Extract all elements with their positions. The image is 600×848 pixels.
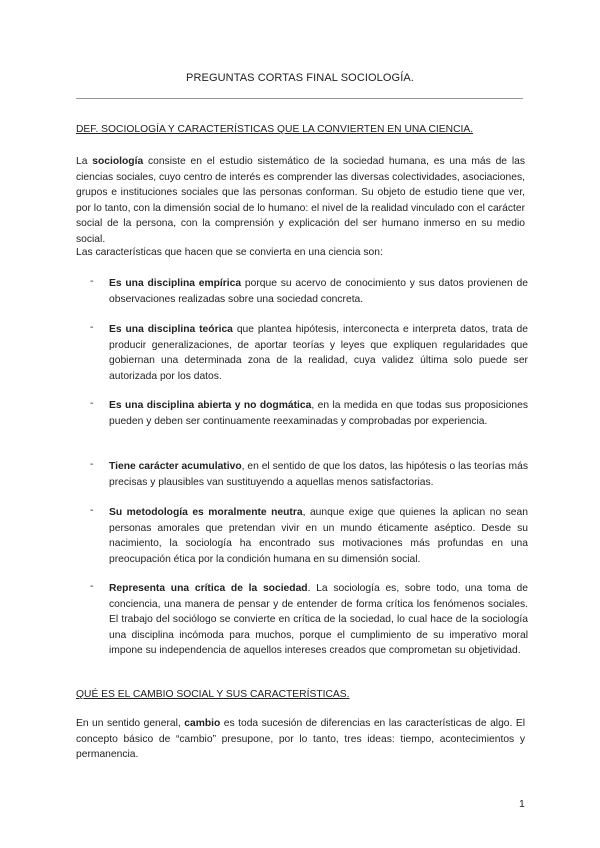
bullet-dash: - [90,398,94,409]
list-item-bold: Su metodología es moralmente neutra [109,507,303,518]
bullet-dash: - [90,276,94,287]
characteristics-lead: Las características que hacen que se convierta en una ciencia son: [76,247,383,258]
intro-post-text: consiste en el estudio sistemático de la sociedad humana, es una más de las ciencias sociales, cuyo centro de interés es comprender las diversas colectividades, asociaciones, grupos e instituciones sociales que las personas conforman. Su objeto de estudio tiene que ver, por lo tanto, con la dimensión social de lo humano: el nivel de la realidad vinculado con el carácter social de la persona, con la comprensión y explicación del ser humano inmerso en su medio social. [76,156,525,245]
change-post-text: es toda sucesión de diferencias en las características de algo. El concepto básico de “cambio” presupone, por lo tanto, tres ideas: tiempo, acontecimientos y permanencia. [76,718,526,761]
change-bold-term: cambio [184,718,221,729]
intro-pre-text: La [76,156,93,167]
list-item-text [109,276,528,307]
social-change-paragraph [76,716,525,763]
bullet-dash: - [90,459,94,470]
page-number: 1 [519,798,525,810]
list-item-bold: Representa una crítica de la sociedad [109,583,308,594]
list-item-bold: Es una disciplina teórica [109,324,233,335]
list-item-body: porque su acervo de conocimiento y sus datos provienen de observaciones realizadas sobre una sociedad concreta. [109,278,528,305]
list-item-text [109,398,528,429]
list-item-body: , en el sentido de que los datos, las hipótesis o las teorías más precisas y plausibles van sustituyendo a aquellas menos satisfactorias. [109,461,528,488]
list-item-body: , aunque exige que quienes la aplican no sean personas amorales que pretendan vivir en un mundo éticamente aséptico. Desde su nacimiento, la sociología ha encontrado sus motivaciones más profundas en una preocupación ética por la condición humana en su dimensión social. [109,507,528,565]
intro-bold-term: sociología [92,156,144,167]
bullet-dash: - [90,322,94,333]
list-item-text [109,505,528,567]
list-item-bold: Es una disciplina empírica [109,278,242,289]
section-heading-social-change: QUÉ ES EL CAMBIO SOCIAL Y SUS CARACTERÍSTICAS. [76,689,350,700]
change-pre-text: En un sentido general, [76,718,185,729]
list-item-bold: Tiene carácter acumulativo [109,461,242,472]
list-item-bold: Es una disciplina abierta y no dogmática [109,400,312,411]
list-item-text [109,581,528,659]
sociology-definition-paragraph [76,154,525,248]
title-divider [76,98,523,99]
list-item-body: , en la medida en que todas sus proposiciones pueden y deben ser continuamente reexaminadas y comprobadas por experiencia. [109,400,528,427]
list-item-text [109,459,528,490]
list-item-body: que plantea hipótesis, interconecta e interpreta datos, trata de producir generalizaciones, de aportar teorías y leyes que expliquen regularidades que gobiernan una determinada zona de la realidad, cuya validez última solo puede ser autorizada por los datos. [109,324,529,382]
section-heading-sociology: DEF. SOCIOLOGÍA Y CARACTERÍSTICAS QUE LA CONVIERTEN EN UNA CIENCIA. [76,124,474,135]
list-item-text [109,322,528,384]
bullet-dash: - [90,505,94,516]
bullet-dash: - [90,581,94,592]
list-item-body: . La sociología es, sobre todo, una toma de conciencia, una manera de pensar y de entender de forma crítica los fenómenos sociales. El trabajo del sociólogo se convierte en crítica de la sociedad, lo cual hace de la sociología una disciplina incómoda para muchos, porque el cumplimiento de su imperativo moral impone su independencia de aquellos intereses creados que comprometan su objetividad. [109,583,528,657]
document-title: PREGUNTAS CORTAS FINAL SOCIOLOGÍA. [186,72,414,84]
